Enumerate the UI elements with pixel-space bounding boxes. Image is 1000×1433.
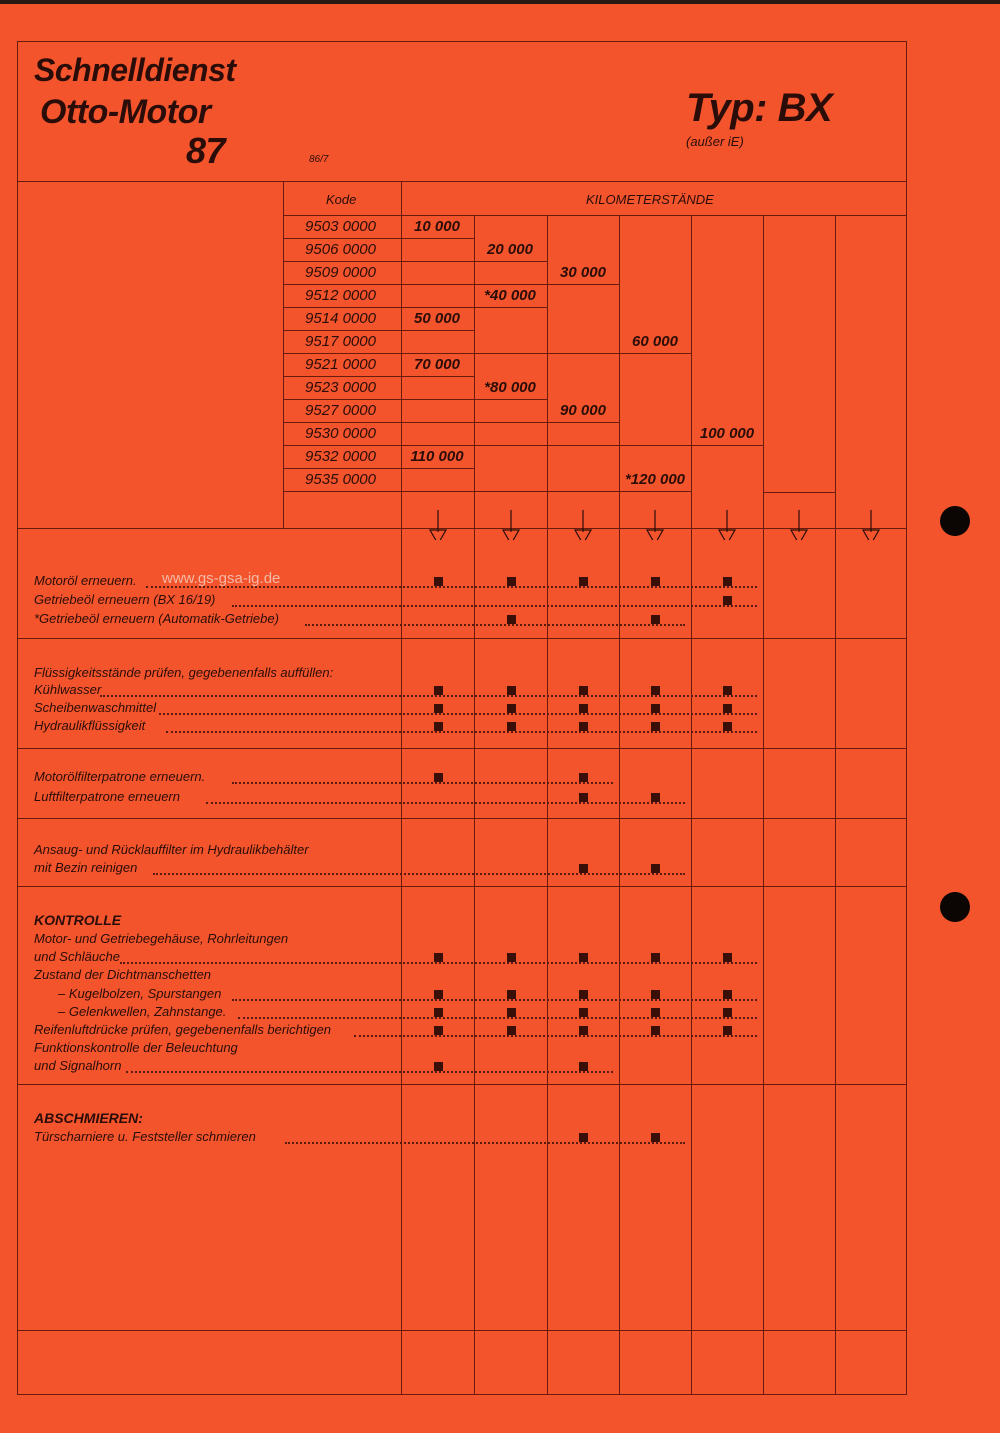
km-column-line [835, 215, 836, 1395]
service-mark [651, 1133, 660, 1142]
kilometer-value: *80 000 [484, 379, 536, 396]
service-mark [651, 1008, 660, 1017]
task-label: – Gelenkwellen, Zahnstange. [58, 1004, 227, 1019]
service-mark [434, 577, 443, 586]
task-label: mit Bezin reinigen [34, 860, 138, 875]
service-code: 9512 0000 [305, 287, 376, 304]
task-label: Motor- und Getriebegehäuse, Rohrleitungen [34, 931, 289, 946]
task-label: Motorölfilterpatrone erneuern. [34, 769, 206, 784]
km-row-line [401, 468, 474, 469]
down-arrow-icon [645, 510, 665, 540]
kilometer-value: 50 000 [414, 310, 460, 327]
service-mark [507, 686, 516, 695]
service-mark [507, 990, 516, 999]
service-mark [651, 1026, 660, 1035]
service-mark [507, 615, 516, 624]
service-mark [579, 1133, 588, 1142]
service-mark [579, 1026, 588, 1035]
type-note: (außer iE) [686, 134, 744, 149]
service-mark [579, 577, 588, 586]
task-label: und Schläuche [34, 949, 121, 964]
service-mark [723, 596, 732, 605]
service-mark [434, 1008, 443, 1017]
kilometer-value: 110 000 [410, 448, 464, 465]
service-mark [651, 864, 660, 873]
km-column-line [691, 215, 692, 1395]
title-line3: 87 [186, 130, 226, 171]
code-row-line [283, 491, 401, 492]
service-code: 9521 0000 [305, 356, 376, 373]
service-mark [434, 686, 443, 695]
dot-leader [285, 1142, 685, 1144]
task-label: – Kugelbolzen, Spurstangen [58, 986, 222, 1001]
section-divider [17, 1330, 907, 1331]
kilometer-value: 20 000 [487, 241, 533, 258]
km-column-line [619, 215, 620, 1395]
watermark: www.gs-gsa-ig.de [162, 570, 281, 587]
service-code: 9517 0000 [305, 333, 376, 350]
service-mark [579, 793, 588, 802]
edition-number: 86/7 [309, 154, 329, 165]
service-mark [651, 577, 660, 586]
service-mark [723, 990, 732, 999]
service-mark [579, 1008, 588, 1017]
dot-leader [232, 782, 613, 784]
task-label: Zustand der Dichtmanschetten [34, 967, 212, 982]
service-mark [579, 953, 588, 962]
task-label: Ansaug- und Rücklauffilter im Hydraulikbehälter [34, 842, 309, 857]
kilometer-value: 10 000 [414, 218, 460, 235]
service-mark [579, 990, 588, 999]
task-label: Türscharniere u. Feststeller schmieren [34, 1129, 256, 1144]
service-code: 9503 0000 [305, 218, 376, 235]
service-code: 9506 0000 [305, 241, 376, 258]
service-mark [434, 704, 443, 713]
service-mark [579, 1062, 588, 1071]
service-mark [507, 953, 516, 962]
title-line1: Schnelldienst [34, 52, 236, 88]
title-line2: Otto-Motor [40, 93, 211, 131]
service-mark [507, 1008, 516, 1017]
down-arrow-icon [428, 510, 448, 540]
task-label: Kühlwasser [34, 682, 102, 697]
service-mark [723, 1026, 732, 1035]
service-mark [507, 722, 516, 731]
header-divider [17, 181, 907, 182]
service-mark [507, 704, 516, 713]
km-row-line [401, 376, 474, 377]
service-mark [507, 577, 516, 586]
service-mark [651, 722, 660, 731]
kilometer-value: 60 000 [632, 333, 678, 350]
service-mark [723, 686, 732, 695]
kilometer-value: 70 000 [414, 356, 460, 373]
section-divider [17, 528, 907, 529]
kilometer-value: 100 000 [699, 425, 755, 442]
kilometer-value: *120 000 [624, 471, 686, 488]
task-label: und Signalhorn [34, 1058, 122, 1073]
dot-leader [159, 713, 757, 715]
task-label: ABSCHMIEREN: [34, 1110, 143, 1126]
task-label: Luftfilterpatrone erneuern [34, 789, 180, 804]
dot-leader [206, 802, 685, 804]
type-label: Typ: BX [686, 86, 833, 130]
section-divider [17, 818, 907, 819]
top-edge [0, 0, 1000, 4]
task-label: Flüssigkeitsstände prüfen, gegebenenfalls auffüllen: [34, 665, 334, 680]
kilometer-value: 30 000 [560, 264, 606, 281]
kilometer-value: 90 000 [560, 402, 606, 419]
down-arrow-icon [573, 510, 593, 540]
punch-hole-upper [940, 506, 970, 536]
service-code: 9530 0000 [305, 425, 376, 442]
km-row-line [401, 261, 547, 262]
dot-leader [354, 1035, 757, 1037]
dot-leader [126, 1071, 613, 1073]
km-row-line [763, 492, 835, 493]
km-row-line [401, 330, 474, 331]
service-mark [434, 773, 443, 782]
dot-leader [238, 1017, 757, 1019]
service-code: 9535 0000 [305, 471, 376, 488]
service-mark [434, 722, 443, 731]
service-mark [434, 953, 443, 962]
dot-leader [166, 731, 757, 733]
task-label: Hydraulikflüssigkeit [34, 718, 146, 733]
service-mark [723, 1008, 732, 1017]
km-row-line [401, 399, 547, 400]
task-label: Getriebeöl erneuern (BX 16/19) [34, 592, 216, 607]
task-label: Scheibenwaschmittel [34, 700, 157, 715]
punch-hole-lower [940, 892, 970, 922]
dot-leader [153, 873, 685, 875]
dot-leader [305, 624, 685, 626]
service-mark [723, 722, 732, 731]
service-code: 9514 0000 [305, 310, 376, 327]
section-divider [17, 638, 907, 639]
task-label: Funktionskontrolle der Beleuchtung [34, 1040, 238, 1055]
service-mark [723, 704, 732, 713]
dot-leader [232, 605, 757, 607]
service-mark [507, 1026, 516, 1035]
dot-leader [232, 999, 757, 1001]
down-arrow-icon [501, 510, 521, 540]
km-column-line [547, 215, 548, 1395]
form-frame [17, 41, 907, 1395]
service-code: 9523 0000 [305, 379, 376, 396]
service-code: 9509 0000 [305, 264, 376, 281]
section-divider [17, 748, 907, 749]
dot-leader [120, 962, 757, 964]
task-label: Motoröl erneuern. [34, 573, 137, 588]
service-mark [579, 773, 588, 782]
code-column-header: Kode [326, 192, 357, 207]
section-divider [17, 886, 907, 887]
down-arrow-icon [717, 510, 737, 540]
service-mark [651, 990, 660, 999]
task-label: Reifenluftdrücke prüfen, gegebenenfalls berichtigen [34, 1022, 332, 1037]
down-arrow-icon [861, 510, 881, 540]
km-row-line [401, 491, 691, 492]
km-row-line [401, 422, 619, 423]
service-mark [579, 686, 588, 695]
service-mark [651, 615, 660, 624]
service-code: 9527 0000 [305, 402, 376, 419]
service-mark [651, 704, 660, 713]
section-divider [17, 1084, 907, 1085]
service-mark [434, 1026, 443, 1035]
dot-leader [100, 695, 757, 697]
service-mark [723, 953, 732, 962]
kilometer-value: *40 000 [484, 287, 536, 304]
service-mark [723, 577, 732, 586]
service-code: 9532 0000 [305, 448, 376, 465]
task-label: *Getriebeöl erneuern (Automatik-Getriebe) [34, 611, 279, 626]
service-mark [651, 953, 660, 962]
km-row-line [401, 238, 474, 239]
task-label: KONTROLLE [34, 912, 122, 928]
service-mark [434, 990, 443, 999]
service-mark [579, 704, 588, 713]
service-mark [579, 864, 588, 873]
down-arrow-icon [789, 510, 809, 540]
km-column-line [763, 215, 764, 1395]
service-mark [579, 722, 588, 731]
service-mark [651, 793, 660, 802]
service-mark [651, 686, 660, 695]
km-column-header: KILOMETERSTÄNDE [586, 192, 714, 207]
service-mark [434, 1062, 443, 1071]
